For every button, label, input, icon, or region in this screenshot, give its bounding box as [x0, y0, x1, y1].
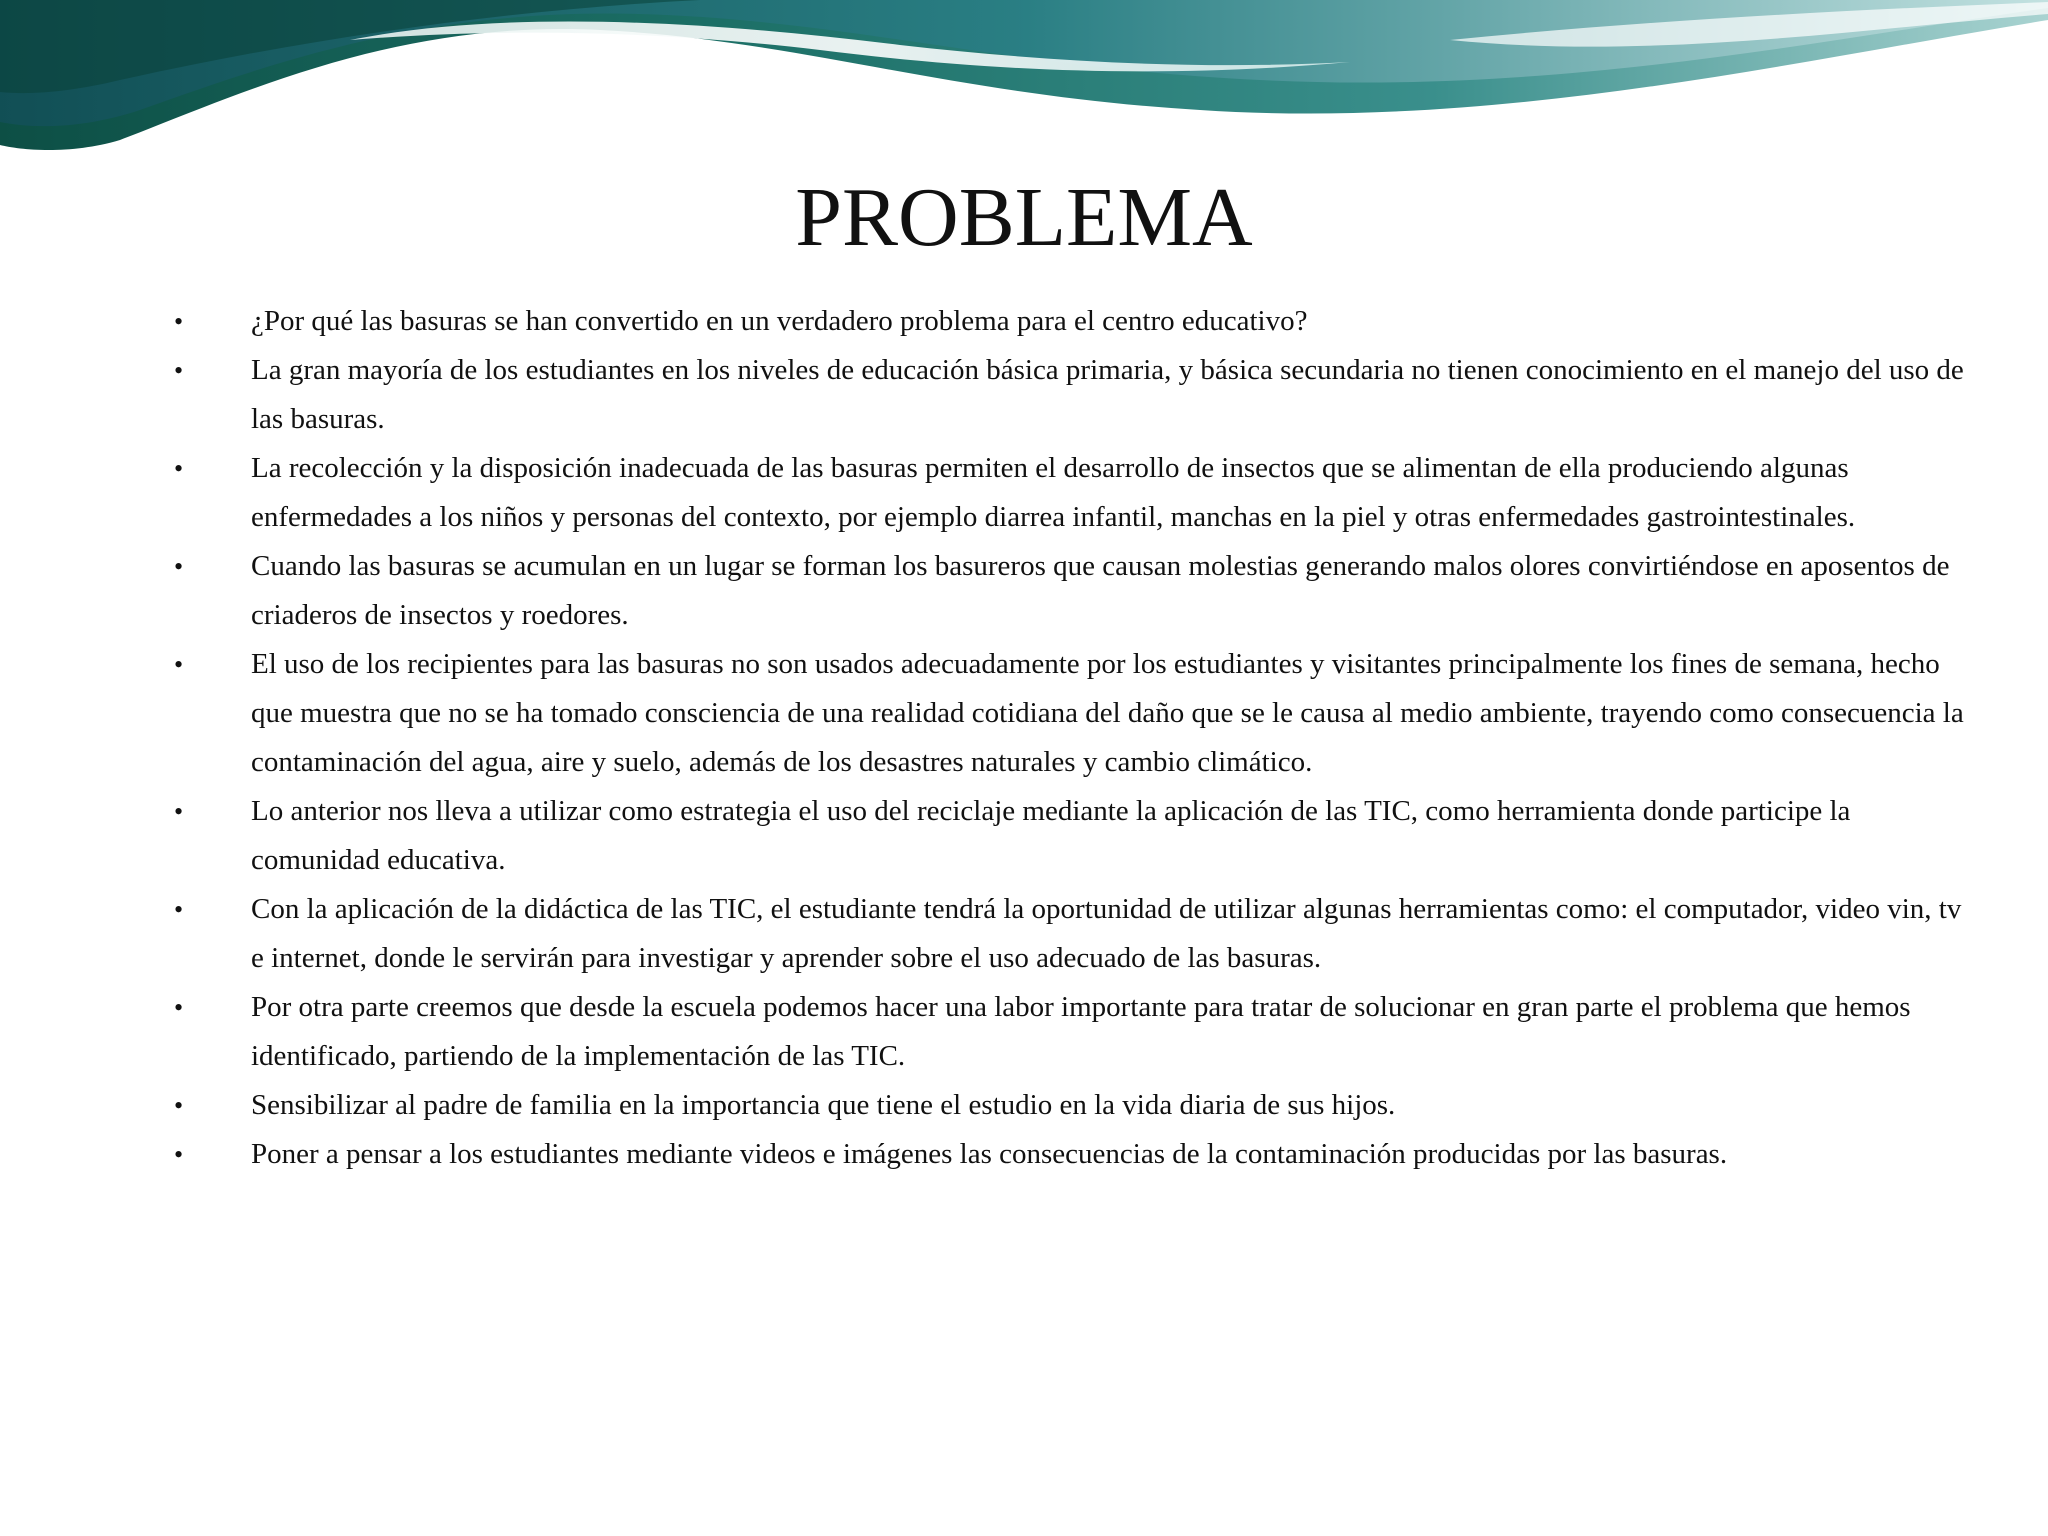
bullet-icon: •	[174, 650, 184, 679]
bullet-icon: •	[174, 307, 184, 336]
slide-title: PROBLEMA	[795, 171, 1253, 264]
bullet-icon: •	[174, 1091, 184, 1120]
bullet-icon: •	[174, 454, 184, 483]
bullet-text: Por otra parte creemos que desde la escuela podemos hacer una labor importante para tratar de solucionar en gran parte el problema que hemos identificado, partiendo de la implementación de las TIC.	[251, 991, 1911, 1072]
bullet-text: Lo anterior nos lleva a utilizar como estrategia el uso del reciclaje mediante la aplicación de las TIC, como herramienta donde participe la comunidad educativa.	[251, 795, 1851, 876]
bullet-item	[170, 1081, 1970, 1130]
bullet-text: Con la aplicación de la didáctica de las TIC, el estudiante tendrá la oportunidad de utilizar algunas herramientas como: el computador, video vin, tv e internet, donde le servirán para investigar y aprender sobre el uso adecuado de las basuras.	[251, 893, 1962, 974]
bullet-text: La recolección y la disposición inadecuada de las basuras permiten el desarrollo de insectos que se alimentan de ella produciendo algunas enfermedades a los niños y personas del contexto, por ejemplo diarrea infantil, manchas en la piel y otras enfermedades gastrointestinales.	[251, 452, 1856, 533]
bullet-item	[170, 542, 1970, 640]
bullet-item	[170, 640, 1970, 787]
bullet-item	[170, 1130, 1970, 1179]
bullet-text: La gran mayoría de los estudiantes en los niveles de educación básica primaria, y básica secundaria no tienen conocimiento en el manejo del uso de las basuras.	[251, 354, 1964, 435]
bullet-icon: •	[174, 356, 184, 385]
bullet-text: Sensibilizar al padre de familia en la importancia que tiene el estudio en la vida diaria de sus hijos.	[251, 1089, 1396, 1121]
bullet-icon: •	[174, 1140, 184, 1169]
bullet-icon: •	[174, 993, 184, 1022]
bullet-list	[170, 297, 1970, 1179]
bullet-item	[170, 983, 1970, 1081]
bullet-text: Cuando las basuras se acumulan en un lugar se forman los basureros que causan molestias generando malos olores convirtiéndose en aposentos de criaderos de insectos y roedores.	[251, 550, 1950, 631]
bullet-icon: •	[174, 895, 184, 924]
wave-banner-decoration	[0, 0, 2048, 160]
bullet-item	[170, 885, 1970, 983]
bullet-item	[170, 787, 1970, 885]
bullet-text: El uso de los recipientes para las basuras no son usados adecuadamente por los estudiantes y visitantes principalmente los fines de semana, hecho que muestra que no se ha tomado consciencia de una realidad cotidiana del daño que se le causa al medio ambiente, trayendo como consecuencia la contaminación del agua, aire y suelo, además de los desastres naturales y cambio climático.	[251, 648, 1964, 778]
bullet-icon: •	[174, 797, 184, 826]
bullet-icon: •	[174, 552, 184, 581]
bullet-text: ¿Por qué las basuras se han convertido en un verdadero problema para el centro educativo?	[251, 305, 1308, 337]
bullet-item	[170, 297, 1970, 346]
bullet-text: Poner a pensar a los estudiantes mediante videos e imágenes las consecuencias de la contaminación producidas por las basuras.	[251, 1138, 1728, 1170]
bullet-item	[170, 346, 1970, 444]
bullet-item	[170, 444, 1970, 542]
